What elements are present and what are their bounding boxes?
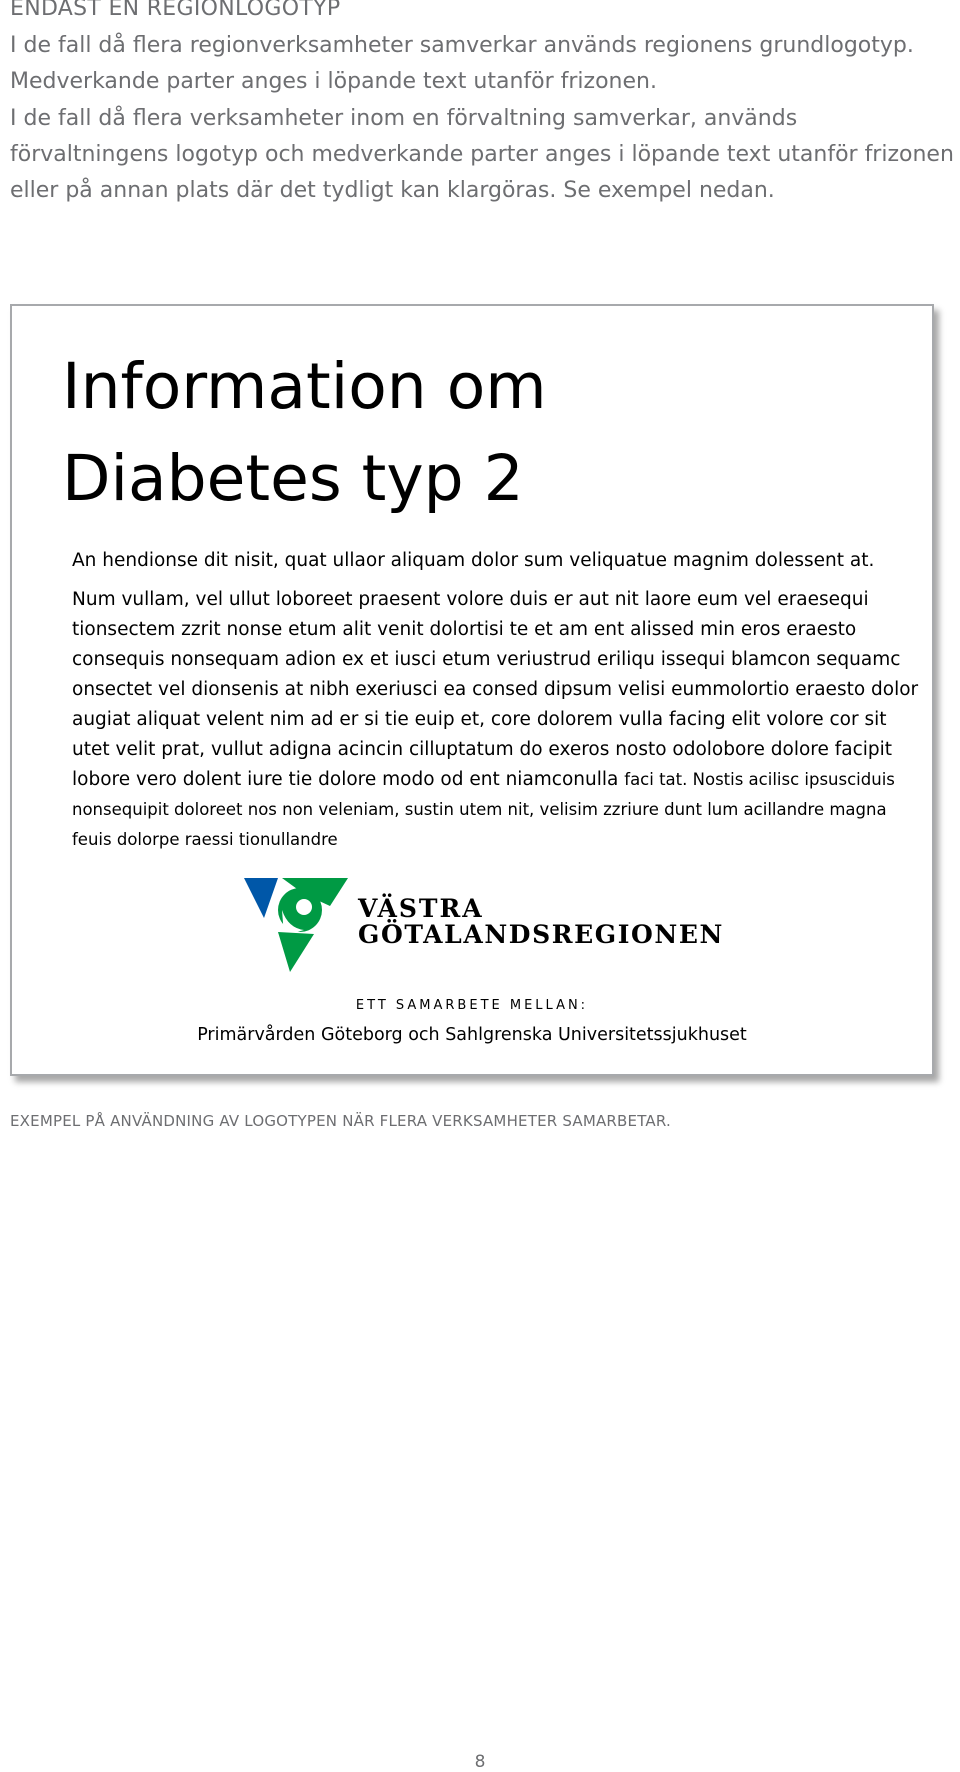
page-number: 8 <box>474 1752 486 1772</box>
vgr-emblem-icon <box>244 876 354 976</box>
intro-paragraph-2: I de fall då flera verksamheter inom en förvaltning samverkar, används förvaltningens logotyp och medverkande parter anges i löpande text utanför frizonen eller på annan plats där det tydligt kan klargöras. Se exempel nedan. <box>10 106 954 203</box>
example-caption: EXEMPEL PÅ ANVÄNDNING AV LOGOTYPEN NÄR FLERA VERKSAMHETER SAMARBETAR. <box>10 1112 671 1130</box>
example-lead-text: An hendionse dit nisit, quat ullaor aliquam dolor sum veliquatue magnim dolessent at. <box>72 550 875 571</box>
example-body-text <box>72 585 922 855</box>
example-body-main: Num vullam, vel ullut loboreet praesent volore duis er aut nit laore eum vel eraesequi tionsectem zzrit nonse etum alit venit dolortisi te et am ent alissed min eros eraesto consequis nonsequam adion ex et iusci etum veriustrud eriliqu issequi blamcon sequamc onsectet vel dionsenis at nibh exeriusci ea consed dipsum velisi eummolortio eraesto dolor augiat aliquat velent nim ad er si tie euip et, core dolorem vulla facing elit volore cor sit utet velit prat, vullut adigna acincin cilluptatum do exeros nosto odolobore dolore facipit lobore vero dolent iure tie dolore modo od ent niamconulla <box>72 589 919 790</box>
intro-paragraph-1: I de fall då flera regionverksamheter samverkar används regionens grundlogotyp. Medverkande parter anges i löpande text utanför frizonen. <box>10 33 914 94</box>
example-body-small: faci tat. Nostis acilisc ipsusciduis nonsequipit doloreet nos non veleniam, sustin utem nit, velisim zzriure dunt lum acillandre magna feuis dolorpe raessi tionullandre <box>72 770 895 849</box>
collaboration-label: ETT SAMARBETE MELLAN: <box>355 998 589 1013</box>
example-title-line-1: Information om <box>62 350 547 423</box>
logo-text-line-1: VÄSTRA <box>358 894 484 923</box>
example-document <box>10 304 934 1076</box>
collaboration-partners: Primärvården Göteborg och Sahlgrenska Universitetssjukhuset <box>197 1025 747 1045</box>
logo-text-line-2: GÖTALANDSREGIONEN <box>358 920 724 949</box>
section-heading: ENDAST EN REGIONLOGOTYP <box>10 0 341 21</box>
vastra-gotalandsregionen-logo <box>244 876 724 976</box>
example-title-line-2: Diabetes typ 2 <box>62 442 524 515</box>
